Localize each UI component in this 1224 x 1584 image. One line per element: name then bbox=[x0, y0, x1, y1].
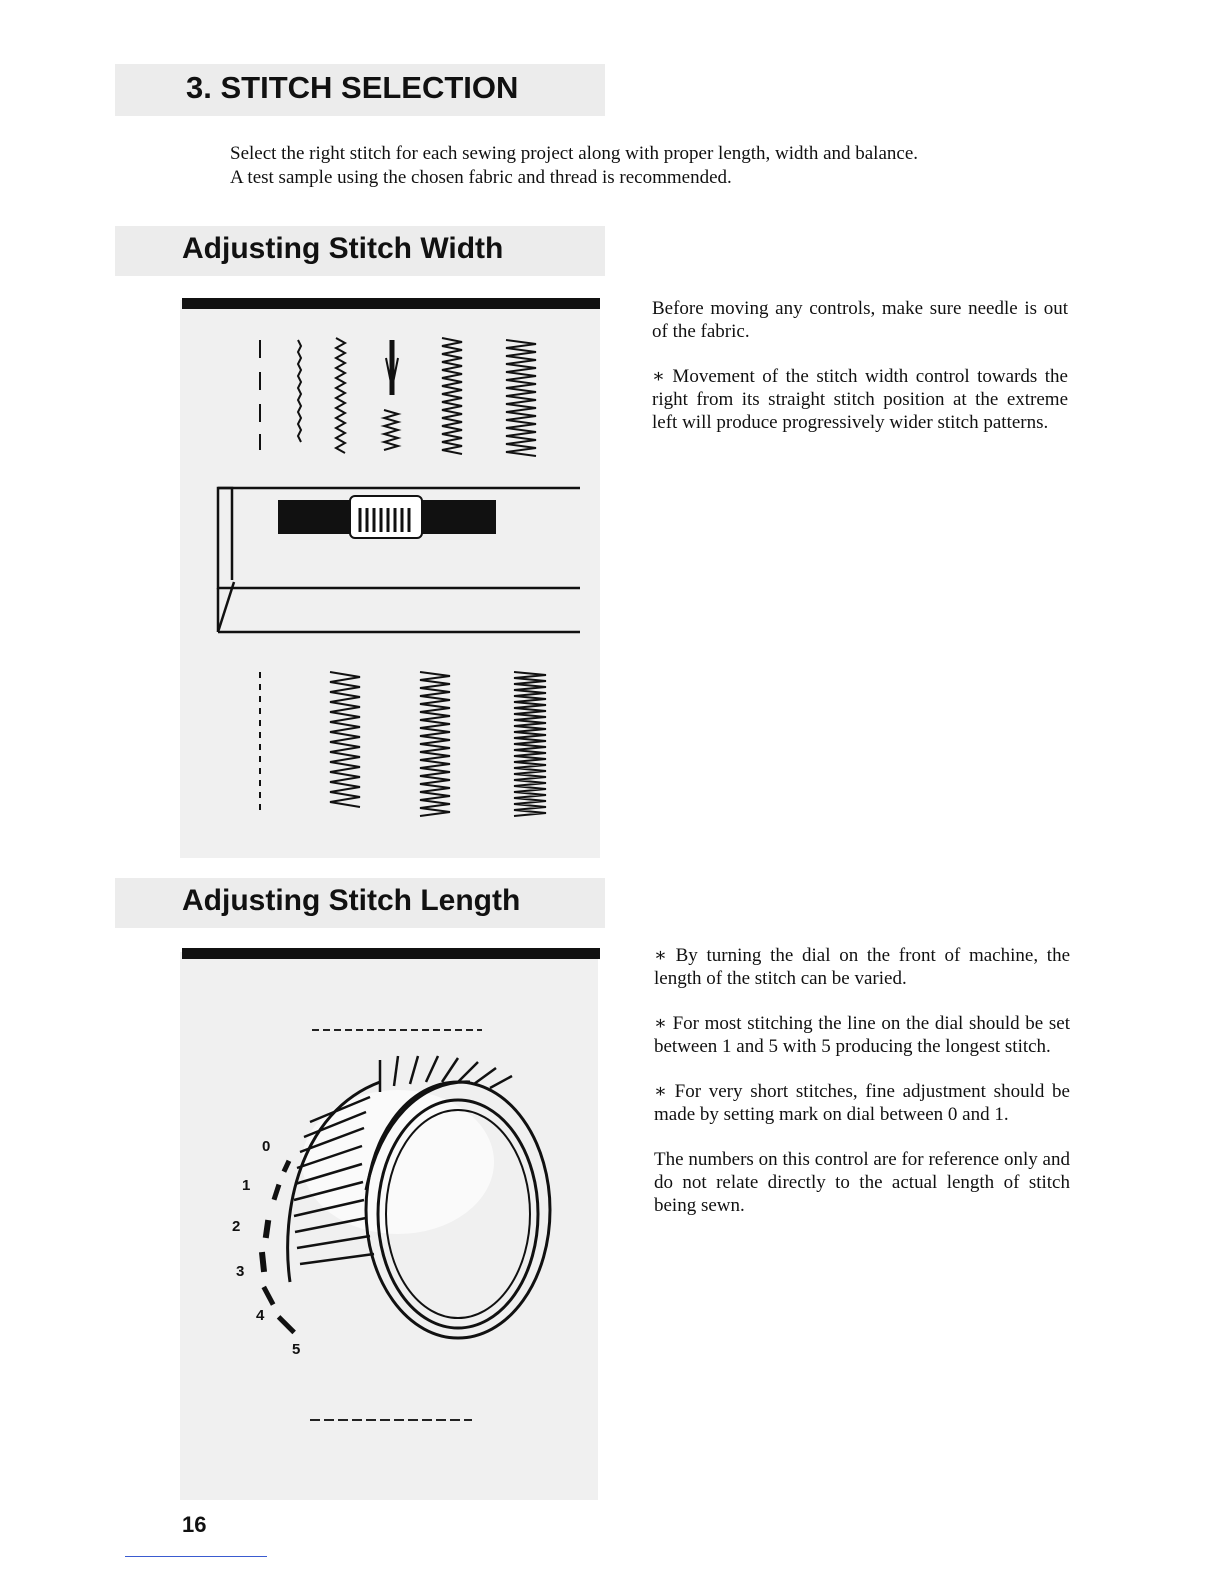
dial-number-1: 1 bbox=[242, 1177, 251, 1194]
width-section-title: Adjusting Stitch Width bbox=[182, 232, 504, 265]
length-section-title: Adjusting Stitch Length bbox=[182, 884, 521, 917]
width-para-2: ∗ Movement of the stitch width control towards the right from its straight stitch position at the extreme left will produce progressively wider stitch patterns. bbox=[652, 366, 1068, 433]
dial-number-0: 0 bbox=[262, 1138, 271, 1155]
intro-line-1: Select the right stitch for each sewing project along with proper length, width and balance. bbox=[230, 143, 919, 164]
dial-number-3: 3 bbox=[236, 1263, 245, 1280]
length-para-1: ∗ By turning the dial on the front of machine, the length of the stitch can be varied. bbox=[654, 945, 1070, 989]
length-para-4: The numbers on this control are for reference only and do not relate directly to the actual length of stitch being sewn. bbox=[654, 1149, 1070, 1216]
intro-text bbox=[230, 142, 918, 190]
dial-number-5: 5 bbox=[292, 1341, 301, 1358]
dial-number-4: 4 bbox=[256, 1307, 265, 1324]
length-section-text bbox=[654, 944, 1070, 1239]
stitch-width-illustration bbox=[180, 300, 600, 858]
dial-number-2: 2 bbox=[232, 1218, 241, 1235]
length-para-2: ∗ For most stitching the line on the dial should be set between 1 and 5 with 5 producing the longest stitch. bbox=[654, 1013, 1070, 1057]
intro-line-2: A test sample using the chosen fabric and thread is recommended. bbox=[230, 167, 732, 188]
stitch-length-dial-illustration bbox=[180, 952, 598, 1500]
page-number: 16 bbox=[182, 1512, 207, 1537]
footer-line bbox=[125, 1556, 267, 1557]
width-section-text bbox=[652, 297, 1068, 456]
length-para-3: ∗ For very short stitches, fine adjustment should be made by setting mark on dial between 0 and 1. bbox=[654, 1081, 1070, 1125]
width-para-1: Before moving any controls, make sure needle is out of the fabric. bbox=[652, 298, 1068, 342]
page-title: 3. STITCH SELECTION bbox=[186, 70, 519, 105]
